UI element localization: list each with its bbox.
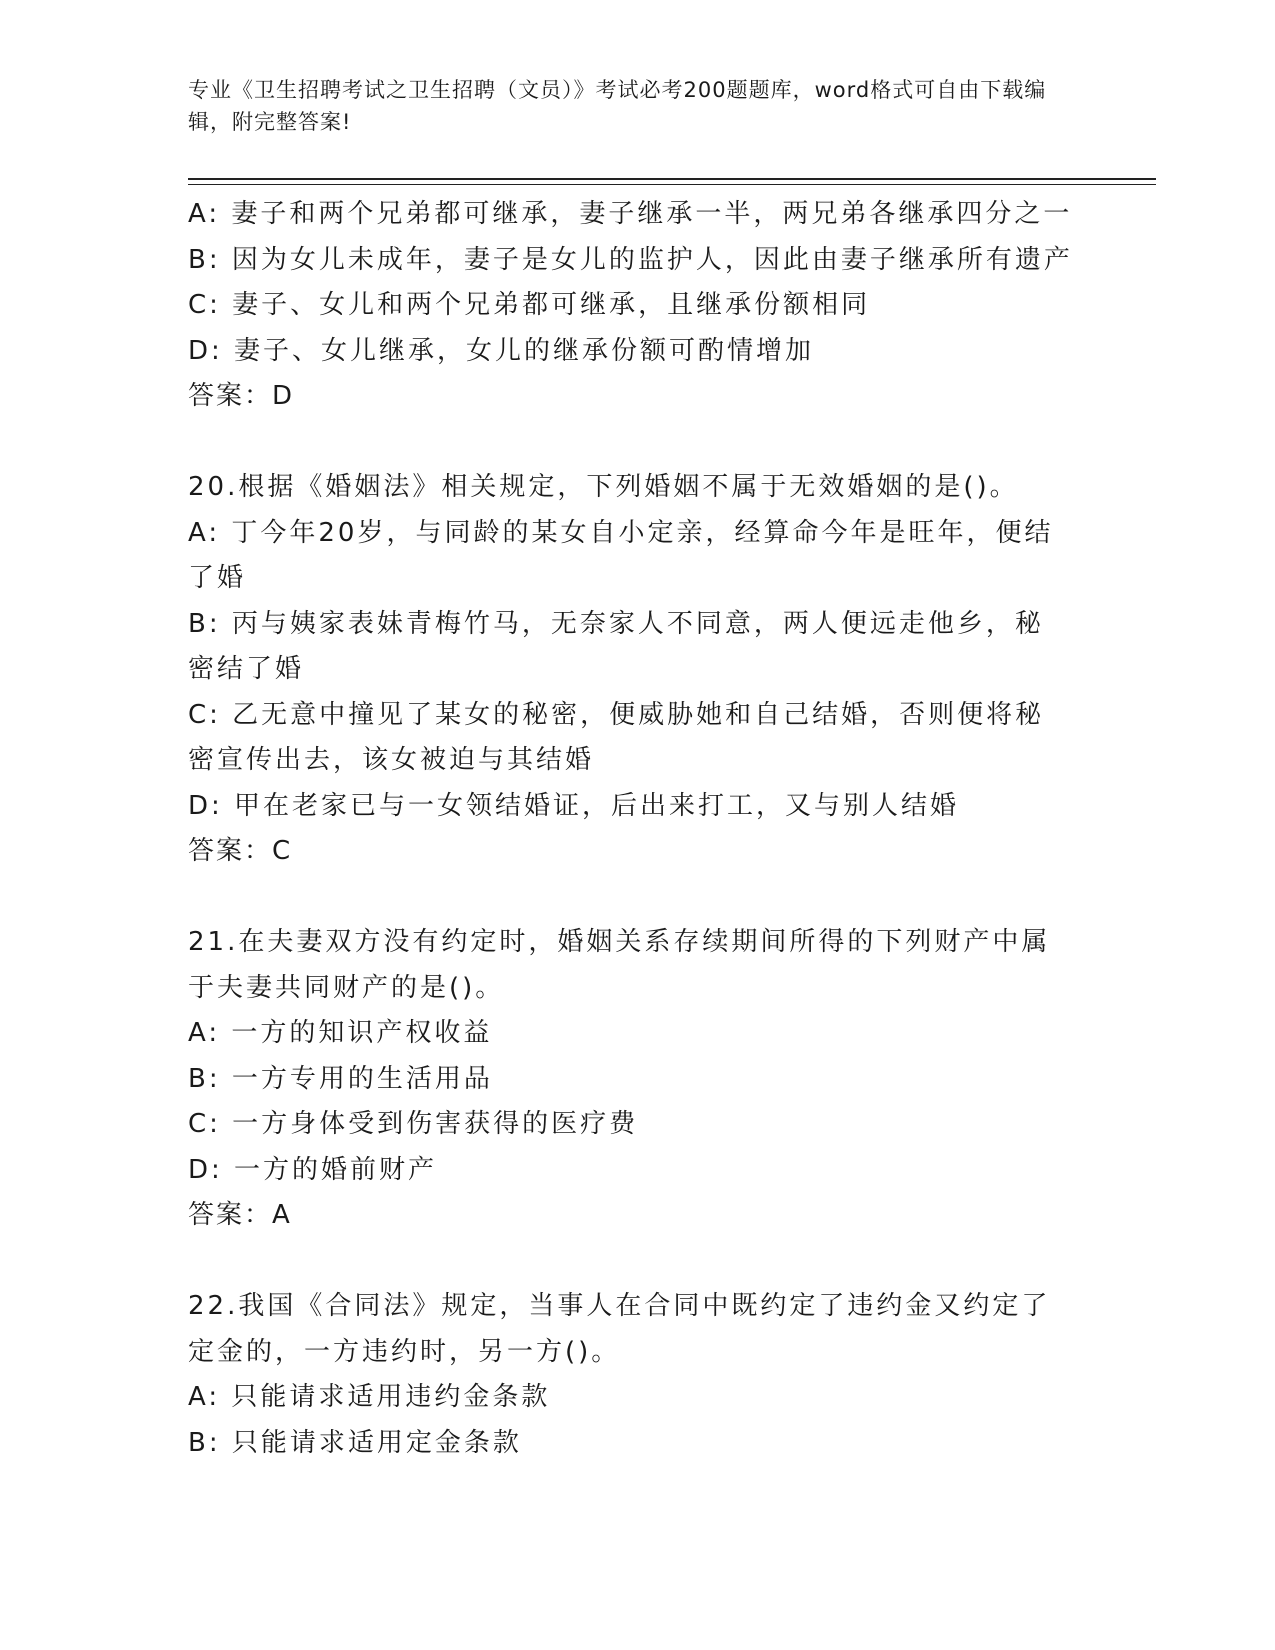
question-text: 21.在夫妻双方没有约定时，婚姻关系存续期间所得的下列财产中属于夫妻共同财产的是()。 [188,927,1051,1003]
option-d: D: 妻子、女儿继承，女儿的继承份额可酌情增加 [188,335,815,366]
document-header: 专业《卫生招聘考试之卫生招聘（文员）》考试必考200题题库，word格式可自由下载编辑，附完整答案! [188,78,1047,134]
option-a: A: 只能请求适用违约金条款 [188,1382,551,1412]
answer: 答案：A [188,1200,292,1230]
question-block [188,1284,1068,1466]
option-b: B: 丙与姨家表妹青梅竹马，无奈家人不同意，两人便远走他乡，秘密结了婚 [188,608,1044,684]
option-c: C: 乙无意中撞见了某女的秘密，便威胁她和自己结婚，否则便将秘密宣传出去，该女被迫与其结婚 [188,699,1045,775]
question-block [188,465,1068,875]
option-b: B: 一方专用的生活用品 [188,1063,493,1094]
option-a: A: 丁今年20岁，与同龄的某女自小定亲，经算命今年是旺年，便结了婚 [188,517,1054,593]
answer: 答案：D [188,381,295,411]
option-a: A: 妻子和两个兄弟都可继承，妻子继承一半，两兄弟各继承四分之一 [188,199,1073,229]
option-c: C: 妻子、女儿和两个兄弟都可继承，且继承份额相同 [188,290,871,320]
option-b: B: 因为女儿未成年，妻子是女儿的监护人，因此由妻子继承所有遗产 [188,244,1073,275]
option-b: B: 只能请求适用定金条款 [188,1427,522,1458]
option-c: C: 一方身体受到伤害获得的医疗费 [188,1109,639,1139]
question-block [188,920,1068,1239]
answer: 答案：C [188,836,293,866]
option-a: A: 一方的知识产权收益 [188,1018,493,1048]
question-block [188,192,1073,420]
option-d: D: 一方的婚前财产 [188,1154,438,1185]
header-rule-thick [188,178,1156,180]
question-text: 20.根据《婚姻法》相关规定，下列婚姻不属于无效婚姻的是()。 [188,472,1019,502]
header-rule-thin [188,184,1156,185]
question-list [188,192,1073,1466]
option-d: D: 甲在老家已与一女领结婚证，后出来打工，又与别人结婚 [188,790,960,821]
question-text: 22.我国《合同法》规定，当事人在合同中既约定了违约金又约定了定金的，一方违约时，另一方()。 [188,1291,1051,1367]
